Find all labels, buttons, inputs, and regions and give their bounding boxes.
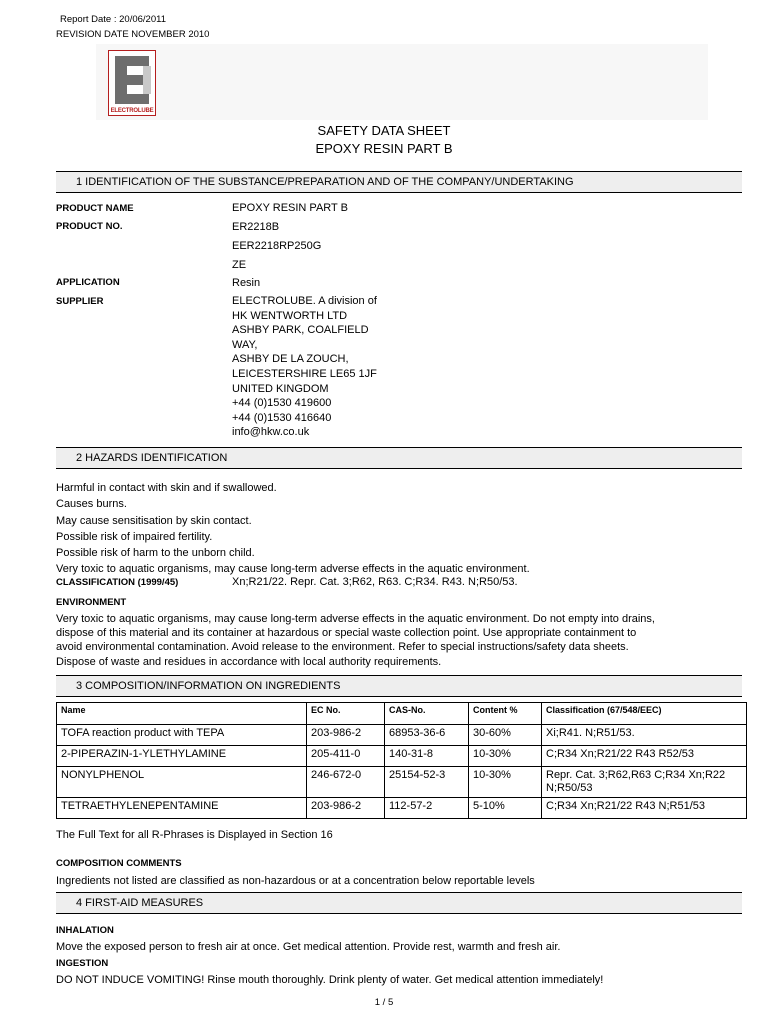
table-row [57,746,747,767]
ingestion-text: DO NOT INDUCE VOMITING! Rinse mouth thoroughly. Drink plenty of water. Get medical attention immediately! [56,974,604,986]
ingredient-ec-no: 246-672-0 [307,767,385,798]
hazard-statement: Very toxic to aquatic organisms, may cause long-term adverse effects in the aquatic environment. [56,563,530,576]
ingredient-cas-no: 112-57-2 [385,798,469,819]
ingestion-label: INGESTION [56,958,109,969]
supplier-line: ELECTROLUBE. A division of [232,295,377,307]
composition-comments-text: Ingredients not listed are classified as non-hazardous or at a concentration below reportable levels [56,875,535,887]
ingredient-name: NONYLPHENOL [57,767,307,798]
environment-text [56,612,716,669]
composition-comments-label: COMPOSITION COMMENTS [56,858,182,869]
application-value: Resin [232,277,261,289]
inhalation-text: Move the exposed person to fresh air at once. Get medical attention. Provide rest, warmth and fresh air. [56,941,561,953]
supplier-line: ASHBY DE LA ZOUCH, [232,353,349,366]
page-number: 1 / 5 [374,997,394,1008]
product-no-2: EER2218RP250G [232,240,322,252]
application-label: APPLICATION [56,277,120,288]
ingredient-cas-no: 140-31-8 [385,746,469,767]
report-date: Report Date : 20/06/2011 [60,14,166,25]
ingredient-cas-no: 25154-52-3 [385,767,469,798]
supplier-email: info@hkw.co.uk [232,426,310,439]
environment-line: Dispose of waste and residues in accordance with local authority requirements. [56,655,442,668]
title-line-1: SAFETY DATA SHEET [317,123,451,138]
environment-line: Very toxic to aquatic organisms, may cause long-term adverse effects in the aquatic environment. Do not empty into drains, [56,613,655,625]
ingredient-content: 10-30% [469,767,542,798]
environment-line: dispose of this material and its container at hazardous or special waste collection point. Use appropriate containment to [56,627,637,640]
ingredient-ec-no: 203-986-2 [307,798,385,819]
revision-date: REVISION DATE NOVEMBER 2010 [56,29,210,40]
classification-label: CLASSIFICATION (1999/45) [56,577,179,588]
title-line-2: EPOXY RESIN PART B [315,141,453,156]
product-name-label: PRODUCT NAME [56,203,134,214]
hazard-statement: Possible risk of harm to the unborn child. [56,547,255,560]
full-text-note: The Full Text for all R-Phrases is Displayed in Section 16 [56,829,333,841]
supplier-address [232,294,377,440]
ingredients-table [56,702,747,819]
ingredient-classification: C;R34 Xn;R21/22 R43 N;R51/53 [542,798,747,819]
hazard-statement: Harmful in contact with skin and if swallowed. [56,482,277,494]
table-header-row [57,703,747,725]
supplier-fax: +44 (0)1530 416640 [232,411,332,424]
logo-text: ELECTROLUBE [110,108,154,114]
supplier-line: LEICESTERSHIRE LE65 1JF [232,367,377,380]
ingredient-content: 5-10% [469,798,542,819]
hazard-statement: Possible risk of impaired fertility. [56,530,213,543]
hazard-statement: Causes burns. [56,498,127,511]
ingredient-name: TETRAETHYLENEPENTAMINE [57,798,307,819]
environment-line: avoid environmental contamination. Avoid release to the environment. Refer to special instructions/safety data sheets. [56,641,629,654]
column-header-cas-no: CAS-No. [385,703,469,725]
section-3-header: 3 COMPOSITION/INFORMATION ON INGREDIENTS [56,675,742,697]
supplier-line: WAY, [232,338,258,351]
section-4-header: 4 FIRST-AID MEASURES [56,892,742,914]
document-title [0,122,768,158]
classification-value: Xn;R21/22. Repr. Cat. 3;R62, R63. C;R34. R43. N;R50/53. [232,576,518,588]
section-1-header: 1 IDENTIFICATION OF THE SUBSTANCE/PREPARATION AND OF THE COMPANY/UNDERTAKING [56,171,742,193]
inhalation-label: INHALATION [56,925,114,936]
logo-band [96,44,708,120]
ingredient-name: 2-PIPERAZIN-1-YLETHYLAMINE [57,746,307,767]
column-header-classification: Classification (67/548/EEC) [542,703,747,725]
column-header-ec-no: EC No. [307,703,385,725]
table-row [57,725,747,746]
ingredient-ec-no: 205-411-0 [307,746,385,767]
column-header-content: Content % [469,703,542,725]
table-row [57,798,747,819]
section-2-header: 2 HAZARDS IDENTIFICATION [56,447,742,469]
supplier-line: ASHBY PARK, COALFIELD [232,324,369,337]
supplier-line: UNITED KINGDOM [232,382,329,395]
ingredient-classification: C;R34 Xn;R21/22 R43 R52/53 [542,746,747,767]
product-no-1: ER2218B [232,221,280,233]
electrolube-logo [108,50,156,116]
ingredient-ec-no: 203-986-2 [307,725,385,746]
ingredient-name: TOFA reaction product with TEPA [57,725,307,746]
environment-label: ENVIRONMENT [56,597,127,608]
ingredient-content: 10-30% [469,746,542,767]
product-name-value: EPOXY RESIN PART B [232,202,348,214]
supplier-label: SUPPLIER [56,296,104,307]
ingredient-cas-no: 68953-36-6 [385,725,469,746]
table-row [57,767,747,798]
column-header-name: Name [57,703,307,725]
ingredient-content: 30-60% [469,725,542,746]
product-no-3: ZE [232,259,247,271]
supplier-phone: +44 (0)1530 419600 [232,397,332,410]
ingredient-classification: Repr. Cat. 3;R62,R63 C;R34 Xn;R22 N;R50/53 [542,767,747,798]
product-no-label: PRODUCT NO. [56,221,123,232]
hazard-statement: May cause sensitisation by skin contact. [56,514,252,527]
supplier-line: HK WENTWORTH LTD [232,309,348,322]
ingredient-classification: Xi;R41. N;R51/53. [542,725,747,746]
hazard-list [56,480,716,578]
